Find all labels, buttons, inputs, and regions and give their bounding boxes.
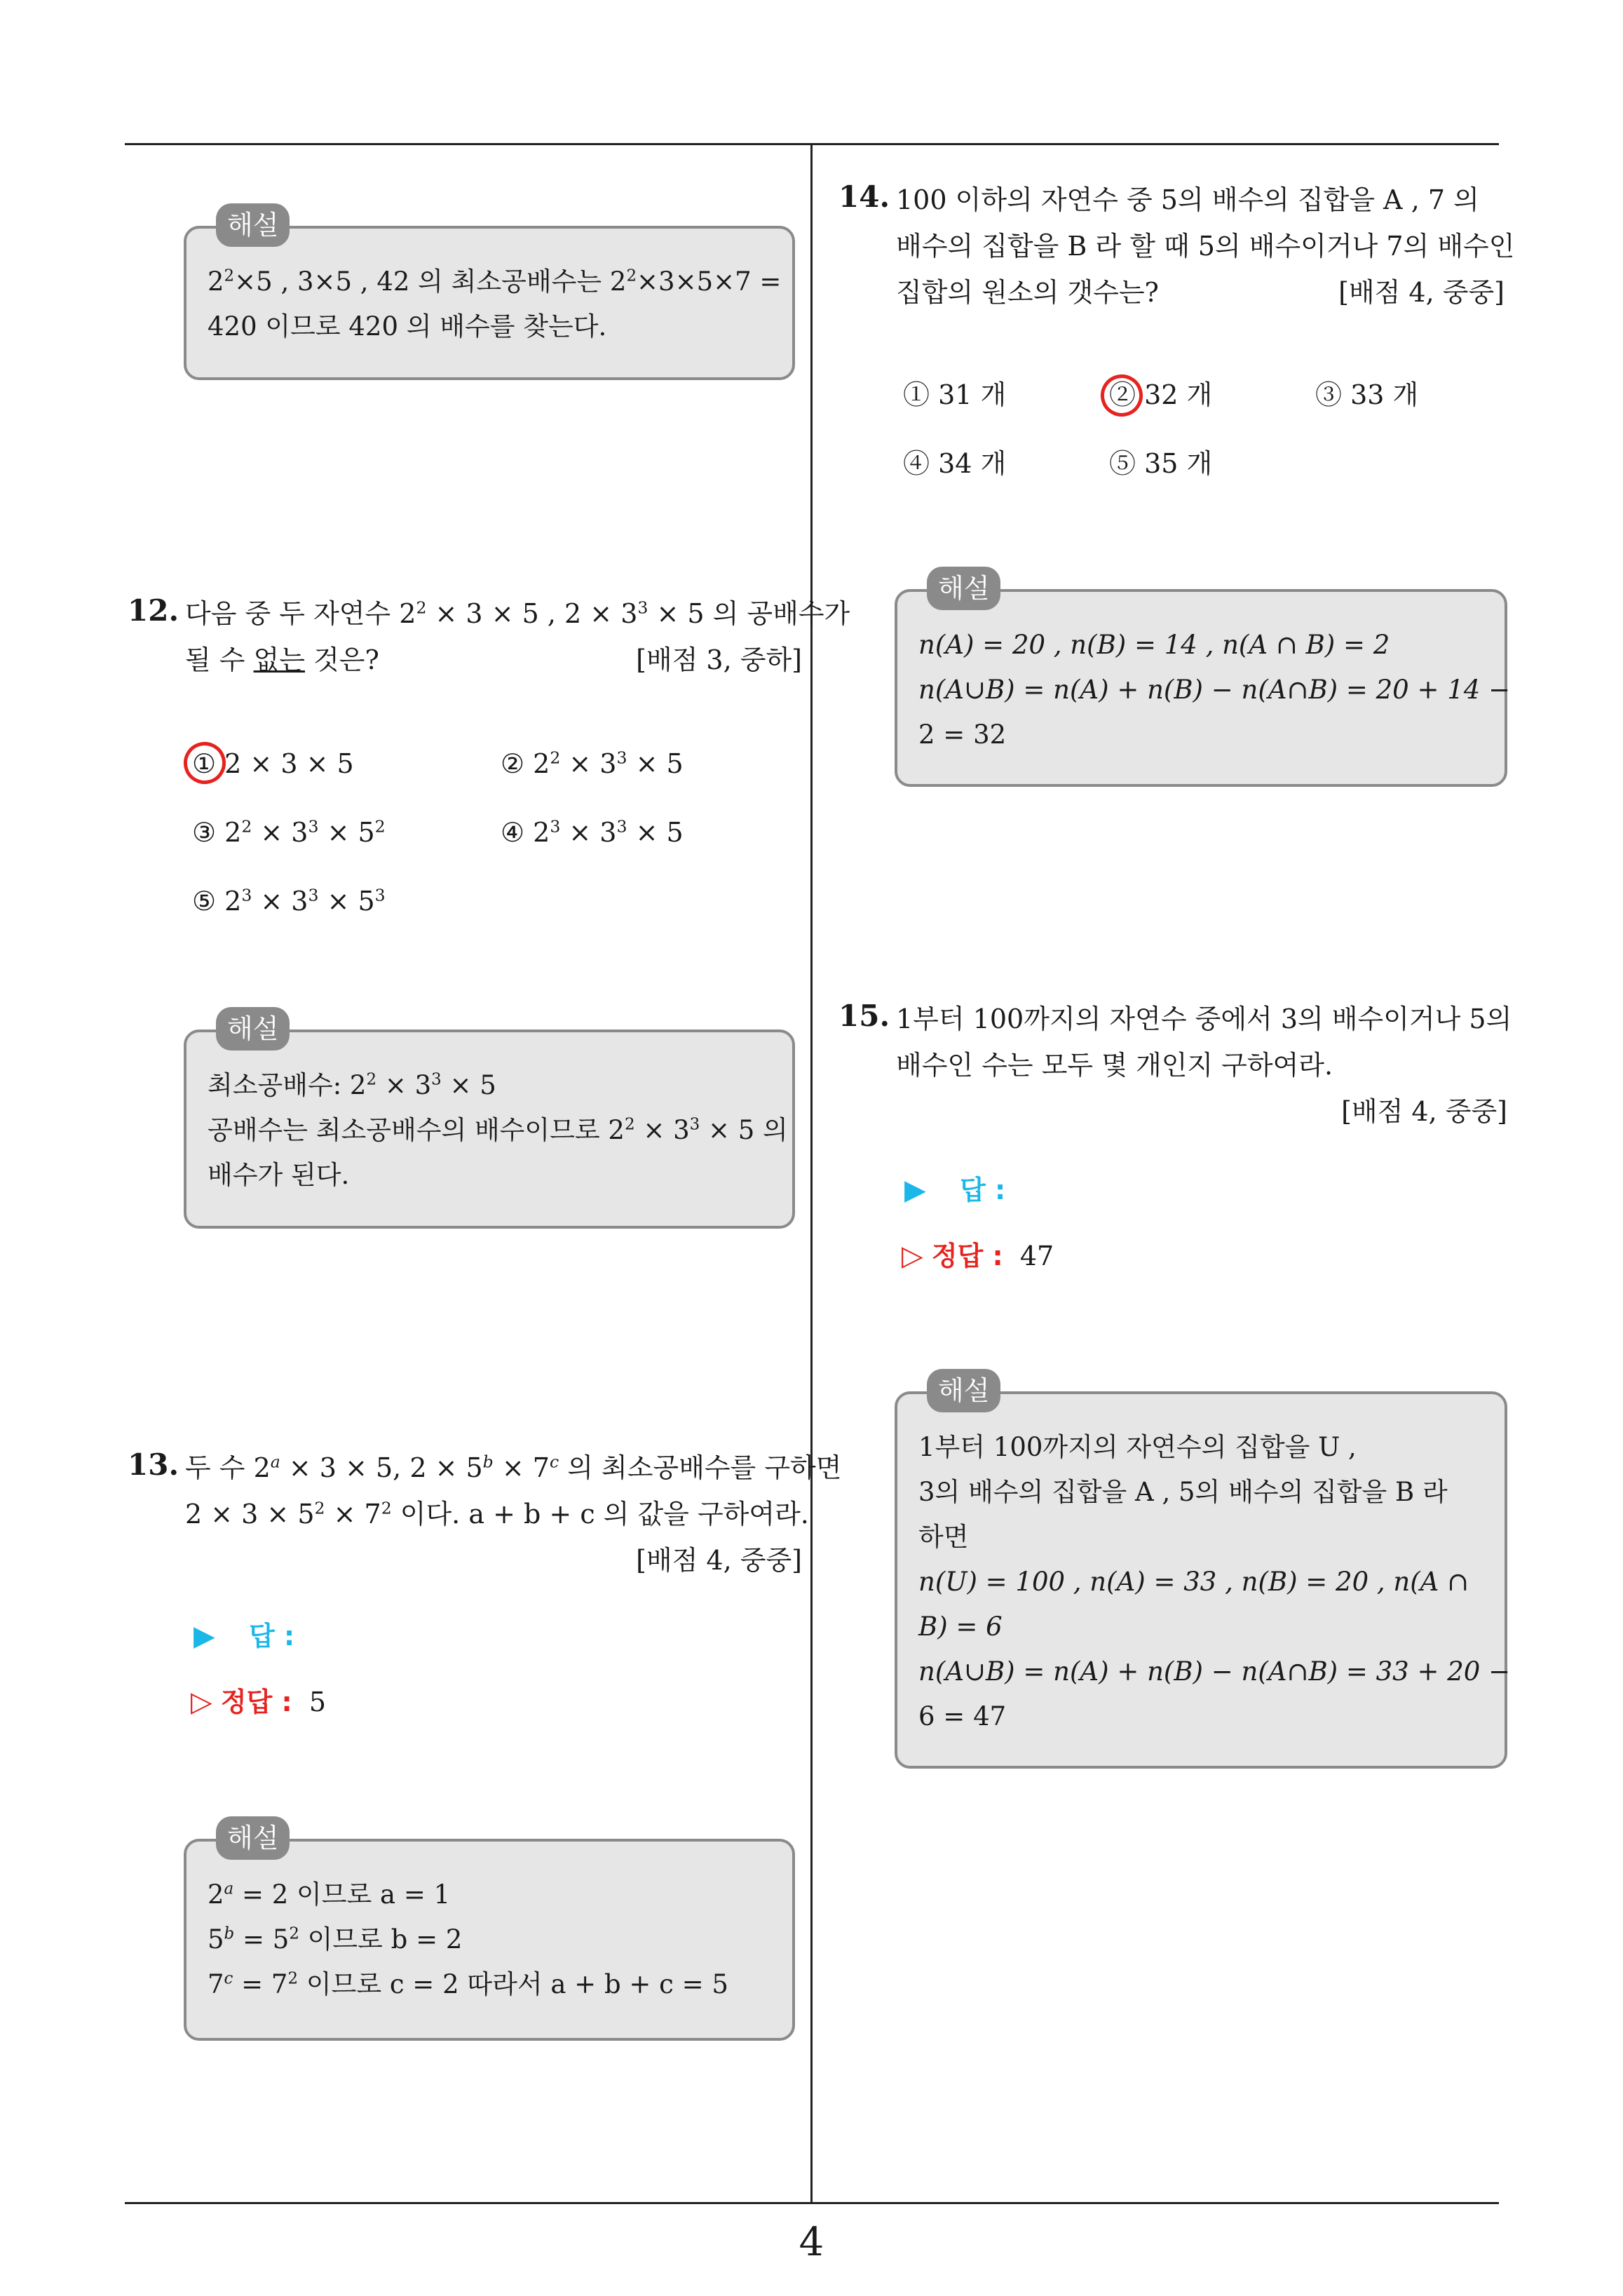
score-label: [배점 3, 중하] <box>636 644 802 675</box>
solution-tag: 해설 <box>216 1007 290 1051</box>
solution-line: 3의 배수의 집합을 A , 5의 배수의 집합을 B 라 <box>918 1477 1448 1507</box>
question-number-12: 12. <box>128 593 179 628</box>
answer-label: 답 : <box>249 1621 295 1652</box>
answer-row <box>904 1173 1005 1208</box>
solution-box-q13 <box>184 1823 795 2041</box>
choice-4[interactable]: ④ $2^3 \times 3^3 \times 5$ <box>501 816 684 848</box>
solution-line: $2^2\times 5$ , 3×5 , 42 의 최소공배수는 $2^2\times 3\times 5\times 7$ = <box>208 266 782 297</box>
solution-box-q12 <box>184 1013 795 1229</box>
solution-box-q15 <box>895 1375 1511 1769</box>
solution-line: 공배수는 최소공배수의 배수이므로 $2^2 \times 3^3 \times 5$ 의 <box>208 1115 788 1145</box>
choice-2[interactable]: ② $2^2 \times 3^3 \times 5$ <box>501 748 684 779</box>
solution-tag: 해설 <box>927 1369 1000 1412</box>
final-answer-row <box>191 1684 326 1720</box>
solution-line: 배수가 된다. <box>208 1160 350 1190</box>
choice-3[interactable]: ③ 33 개 <box>1315 379 1419 410</box>
choice-5[interactable]: ⑤ $2^3 \times 3^3 \times 5^3$ <box>192 885 386 917</box>
score-label: [배점 4, 중중] <box>636 1545 802 1576</box>
solution-tag: 해설 <box>216 1816 290 1860</box>
choice-2[interactable]: ② 32 개 <box>1109 379 1213 410</box>
triangle-outline-icon: ▷ <box>191 1686 212 1718</box>
play-icon: ▶ <box>193 1620 215 1652</box>
question-13-text: 두 수 $2^a \times 3 \times 5$, $2 \times 5^b \times 7^c$ 의 최소공배수를 구하면 $2 \times 3 \times 5^2 \times 7^2$ 이다. a + b + c 의 값을 구하여라. [배점 4, 중중] <box>185 1445 802 1583</box>
solution-line: 최소공배수: $2^2 \times 3^3 \times 5$ <box>208 1070 496 1100</box>
choice-3[interactable]: ③ $2^2 \times 3^3 \times 5^2$ <box>192 816 386 848</box>
page-number: 4 <box>799 2220 824 2265</box>
solution-line: 420 이므로 420 의 배수를 찾는다. <box>208 311 607 342</box>
question-number-15: 15. <box>838 999 890 1033</box>
question-12-text: 다음 중 두 자연수 $2^2 \times 3 \times 5$ , $2 \times 3^3 \times 5$ 의 공배수가 될 수 없는 것은? [배점 3, 중하] <box>185 590 802 683</box>
question-number-14: 14. <box>838 180 890 214</box>
final-answer-label: 정답 : <box>220 1687 292 1717</box>
solution-box-q14 <box>895 573 1511 787</box>
solution-line: $7^c = 7^2$ 이므로 c = 2 따라서 a + b + c = 5 <box>208 1969 728 1999</box>
solution-line: n(A) = 20 , n(B) = 14 , n(A ∩ B) = 2 <box>918 630 1390 660</box>
triangle-outline-icon: ▷ <box>902 1240 923 1272</box>
solution-line: $5^b = 5^2$ 이므로 b = 2 <box>208 1924 463 1954</box>
answer-label: 답 : <box>960 1175 1006 1206</box>
final-answer-label: 정답 : <box>931 1241 1003 1271</box>
final-answer-row <box>902 1238 1054 1274</box>
play-icon: ▶ <box>904 1174 926 1206</box>
question-15-text: 1부터 100까지의 자연수 중에서 3의 배수이거나 5의 배수인 수는 모두 몇 개인지 구하여라. [배점 4, 중중] <box>896 996 1507 1135</box>
emphasis-underline: 없는 <box>253 644 305 675</box>
question-14-text: 100 이하의 자연수 중 5의 배수의 집합을 A , 7 의 배수의 집합을 B 라 할 때 5의 배수이거나 7의 배수인 집합의 원소의 갯수는? [배점 4, 중중] <box>896 177 1513 316</box>
choice-1[interactable]: ① 2 × 3 × 5 <box>192 748 354 779</box>
column-divider <box>810 143 813 2203</box>
final-answer-value: 5 <box>308 1687 327 1717</box>
solution-line: B) = 6 <box>918 1612 1003 1642</box>
final-answer-value: 47 <box>1019 1241 1054 1271</box>
choice-4[interactable]: ④ 34 개 <box>903 448 1007 479</box>
choice-1[interactable]: ① 31 개 <box>903 379 1007 410</box>
solution-line: $2^a = 2$ 이므로 a = 1 <box>208 1879 451 1910</box>
choice-5[interactable]: ⑤ 35 개 <box>1109 448 1213 479</box>
solution-tag: 해설 <box>927 567 1000 610</box>
solution-line: 1부터 100까지의 자연수의 집합을 U , <box>918 1432 1357 1462</box>
bottom-rule <box>125 2202 1499 2204</box>
solution-line: 6 = 47 <box>918 1701 1007 1731</box>
solution-line: n(A∪B) = n(A) + n(B) − n(A∩B) = 33 + 20 − <box>918 1656 1511 1687</box>
solution-line: n(U) = 100 , n(A) = 33 , n(B) = 20 , n(A ∩ <box>918 1567 1469 1597</box>
solution-line: 하면 <box>918 1522 969 1552</box>
solution-line: 2 = 32 <box>918 720 1007 750</box>
score-label: [배점 4, 중중] <box>1338 277 1505 308</box>
question-number-13: 13. <box>128 1447 179 1482</box>
solution-line: n(A∪B) = n(A) + n(B) − n(A∩B) = 20 + 14 − <box>918 675 1511 705</box>
solution-box-q11 <box>184 210 795 380</box>
answer-row <box>193 1619 294 1654</box>
score-label: [배점 4, 중중] <box>1341 1096 1507 1127</box>
solution-tag: 해설 <box>216 203 290 247</box>
